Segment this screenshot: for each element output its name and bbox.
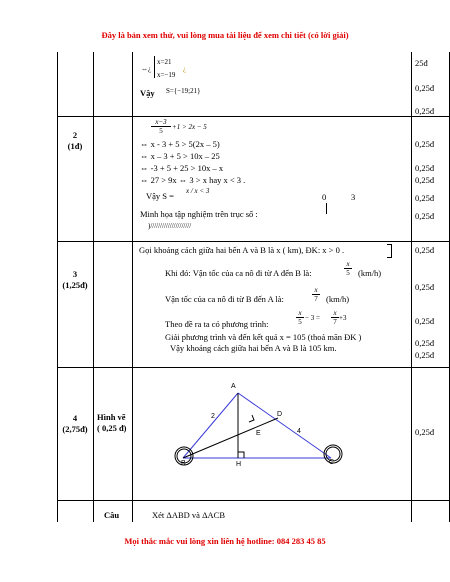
fraction-numerator: x−3 bbox=[155, 118, 167, 126]
right-angle-e bbox=[249, 415, 254, 422]
result-line: Giải phương trình và đến kết quả x = 105 (thoả mãn ĐK ) bbox=[165, 332, 362, 342]
triangle-figure bbox=[133, 368, 411, 500]
solution-step: ⇔ x – 3 + 5 > 10x – 25 bbox=[140, 151, 220, 161]
score: 0,25đ bbox=[415, 193, 435, 203]
fraction-denominator: 7 bbox=[331, 317, 339, 326]
speed-unit: (km/h) bbox=[326, 294, 350, 304]
question-number: 2 bbox=[72, 130, 78, 140]
conclusion-set: S={−19;21} bbox=[166, 87, 201, 95]
fraction-numerator: x bbox=[314, 286, 318, 294]
label-b: B bbox=[181, 460, 186, 467]
length-ab: 2 bbox=[211, 413, 215, 420]
conclusion-label: Vậy bbox=[140, 88, 155, 98]
length-ac: 4 bbox=[297, 428, 301, 435]
solution-step: ⇔ 27 > 9x ⇔ 3 > x hay x < 3 . bbox=[140, 175, 246, 185]
setup-line: Gọi khoảng cách giữa hai bến A và B là x ( km), ĐK: x > 0 . bbox=[139, 245, 345, 255]
tick-label-zero: 0 bbox=[322, 192, 327, 202]
hotline-banner: Mọi thắc mắc vui lòng xin liên hệ hotline: 084 283 45 85 bbox=[124, 536, 326, 546]
number-line-hatch: )///////////////////// bbox=[148, 222, 192, 230]
preview-banner: Đây là bản xem thử, vui lòng mua tài liệu để xem chi tiết (có lời giải) bbox=[101, 30, 349, 40]
score: 25đ bbox=[415, 58, 428, 68]
fraction-denominator: 5 bbox=[296, 317, 304, 326]
system-suffix: ¿ bbox=[183, 65, 187, 73]
equation-end: +3 bbox=[339, 314, 347, 322]
fraction-denominator: 7 bbox=[312, 294, 320, 303]
score: 0,25đ bbox=[415, 338, 435, 348]
score: 0,25đ bbox=[415, 211, 435, 221]
score: 0,25đ bbox=[415, 282, 435, 292]
score: 0,25đ bbox=[415, 139, 435, 149]
triangle-statement: Xét ΔABD và ΔACB bbox=[152, 510, 226, 520]
question-number: 3 bbox=[72, 269, 78, 279]
label-e: E bbox=[256, 430, 261, 437]
table-row-divider-4 bbox=[57, 500, 449, 501]
system-prefix: ⇔¿ bbox=[141, 65, 152, 73]
segment-ac bbox=[238, 393, 331, 458]
segment-bd bbox=[183, 418, 278, 458]
fraction-numerator: x bbox=[333, 309, 337, 317]
right-angle-h bbox=[238, 452, 244, 458]
solution-set: x / x < 3 bbox=[186, 187, 210, 195]
table-col-divider-1 bbox=[93, 52, 94, 522]
equation-middle: − 3 = bbox=[305, 314, 320, 322]
equation-fraction-right bbox=[331, 309, 339, 326]
number-line-tick bbox=[326, 203, 327, 214]
right-brace bbox=[387, 244, 392, 258]
tick-label-three: 3 bbox=[351, 192, 356, 202]
solution-set-label: Vậy S = bbox=[146, 191, 174, 201]
score: 0,25đ bbox=[415, 427, 435, 437]
score: 0,25đ bbox=[415, 350, 435, 360]
equation-line: Theo đề ra ta có phương trình: bbox=[165, 319, 269, 329]
label-c: C bbox=[329, 459, 335, 466]
solution-step: ⇔ -3 + 5 + 25 > 10x – x bbox=[140, 163, 224, 173]
score: 0,25đ bbox=[415, 163, 435, 173]
score: 0,25đ bbox=[415, 175, 435, 185]
fraction-numerator: x bbox=[298, 309, 302, 317]
table-row-divider-1 bbox=[57, 116, 449, 117]
speed-ba-fraction bbox=[312, 286, 320, 303]
part-label: Câu bbox=[104, 510, 120, 520]
question-points: (2,75đ) bbox=[62, 424, 88, 434]
fraction-numerator: x bbox=[346, 260, 350, 268]
speed-ba-line: Vận tốc của ca nô đi từ B đến A là: bbox=[165, 294, 284, 304]
figure-sublabel: Hình vẽ ( 0,25 đ) bbox=[97, 412, 127, 433]
score: 0,25đ bbox=[415, 245, 435, 255]
segment-ab bbox=[183, 393, 238, 458]
question-points: (1,25đ) bbox=[62, 280, 88, 290]
label-d: D bbox=[277, 411, 283, 418]
inequality-rest: +1 > 2x − 5 bbox=[172, 123, 207, 131]
system-line-1: x=21 bbox=[157, 58, 172, 66]
speed-ab-fraction bbox=[344, 260, 352, 277]
number-line-label: Minh họa tập nghiệm trên trục số : bbox=[140, 209, 258, 219]
fraction-denominator: 5 bbox=[151, 126, 171, 135]
speed-ab-line: Khi đó: Vận tốc của ca nô đi từ A đến B là: bbox=[165, 268, 312, 278]
speed-unit: (km/h) bbox=[358, 268, 382, 278]
solution-step: ⇔ x - 3 + 5 > 5(2x – 5) bbox=[140, 139, 220, 149]
system-brace bbox=[154, 56, 155, 78]
score: 0,25đ bbox=[415, 106, 435, 116]
equation-fraction-left bbox=[296, 309, 304, 326]
system-line-2: x=−19 bbox=[157, 71, 176, 79]
table-row-divider-2 bbox=[57, 241, 449, 242]
table-col-divider-3 bbox=[411, 52, 412, 522]
question-number: 4 bbox=[72, 413, 78, 423]
label-h: H bbox=[236, 461, 242, 468]
score: 0,25đ bbox=[415, 316, 435, 326]
question-points: (1đ) bbox=[67, 141, 83, 151]
label-a: A bbox=[231, 383, 236, 390]
inequality-fraction bbox=[151, 118, 171, 135]
conclusion-line: Vậy khoảng cách giữa hai bến A và B là 105 km. bbox=[170, 343, 337, 353]
fraction-denominator: 5 bbox=[344, 268, 352, 277]
score: 0,25đ bbox=[415, 83, 435, 93]
